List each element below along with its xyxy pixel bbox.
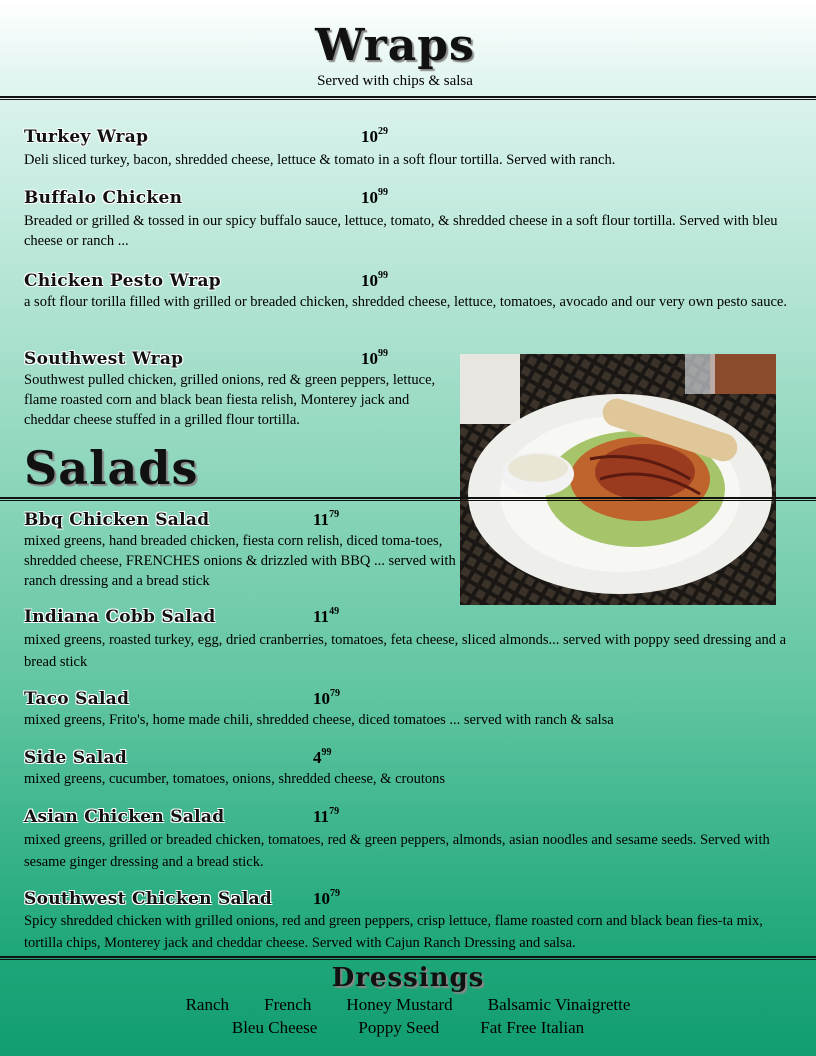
divider	[0, 956, 816, 960]
menu-item-name: Bbq Chicken Salad	[24, 510, 210, 530]
menu-item-description: mixed greens, Frito's, home made chili, shredded cheese, diced tomatoes ... served with ranch & salsa	[24, 712, 614, 728]
dressing-option: French	[264, 995, 312, 1014]
dressing-option: Balsamic Vinaigrette	[487, 995, 631, 1014]
wraps-title: Wraps	[315, 20, 475, 71]
dressing-option: Ranch	[185, 995, 230, 1014]
menu-item-name: Taco Salad	[24, 689, 130, 709]
menu-item-description: Spicy shredded chicken with grilled onions, red and green peppers, crisp lettuce, flame roasted corn and black bean fies-ta mix, tortilla chips, Monterey jack and cheddar cheese. Served with Cajun Ranch Dressing and salsa.	[24, 913, 763, 951]
menu-item-price: $10^{99}$	[361, 270, 388, 290]
menu-item-description: mixed greens, grilled or breaded chicken, tomatoes, red & green peppers, almonds, asian noodles and sesame seeds. Served with sesame ginger dressing and a bread stick.	[24, 832, 770, 870]
menu-item-price: $10^{79}$	[313, 688, 340, 708]
divider	[0, 497, 816, 501]
wraps-subtitle: Served with chips & salsa	[317, 73, 473, 89]
dressing-option: Bleu Cheese	[231, 1018, 318, 1037]
menu-item-description: Southwest pulled chicken, grilled onions, red & green peppers, lettuce, flame roasted corn and black bean fiesta relish, Monterey jack and cheddar cheese stuffed in a grilled flour tortilla.	[24, 372, 436, 428]
salads-title: Salads	[24, 441, 199, 495]
menu-item-name: Indiana Cobb Salad	[24, 607, 216, 627]
menu-item-price: $11^{79}$	[313, 806, 340, 826]
menu-item-description: a soft flour torilla filled with grilled or breaded chicken, shredded cheese, lettuce, tomatoes, avocado and our very own pesto sauce.	[24, 294, 787, 310]
menu-item-price: $11^{49}$	[313, 606, 340, 626]
menu-item-description: mixed greens, cucumber, tomatoes, onions, shredded cheese, & croutons	[24, 771, 446, 787]
menu-item-name: Southwest Chicken Salad	[24, 889, 273, 909]
menu-item-price: $10^{79}$	[313, 888, 340, 908]
menu-item-price: $10^{99}$	[361, 348, 388, 368]
menu-item-description: Breaded or grilled & tossed in our spicy buffalo sauce, lettuce, tomato, & shredded cheese in a soft flour tortilla. Served with bleu cheese or ranch ...	[24, 213, 778, 249]
menu-item-description: mixed greens, hand breaded chicken, fiesta corn relish, diced toma-toes, shredded cheese, FRENCHES onions & drizzled with BBQ ... served with ranch dressing and a bread stick	[24, 533, 456, 589]
dressings-row-1	[0, 995, 816, 1015]
dressing-option: Honey Mustard	[346, 995, 453, 1014]
menu-item-price: $11^{79}$	[313, 509, 340, 529]
menu-item-price: $10^{99}$	[361, 187, 388, 207]
dressings-row-2	[0, 1018, 816, 1038]
menu-item-name: Chicken Pesto Wrap	[24, 271, 221, 291]
menu-item-name: Side Salad	[24, 748, 128, 768]
menu-item-price: $10^{29}$	[361, 126, 388, 146]
dressing-option: Poppy Seed	[358, 1018, 440, 1037]
divider	[0, 96, 816, 100]
menu-item-price: $4^{99}$	[313, 747, 332, 767]
menu-item-name: Southwest Wrap	[24, 349, 184, 369]
salad-photo	[460, 354, 776, 605]
dressing-option: Fat Free Italian	[480, 1018, 585, 1037]
salad-plate-illustration	[460, 354, 776, 605]
menu-item-name: Buffalo Chicken	[24, 188, 183, 208]
menu-item-name: Turkey Wrap	[24, 127, 149, 147]
dressings-title: Dressings	[331, 963, 485, 993]
menu-item-description: mixed greens, roasted turkey, egg, dried cranberries, tomatoes, feta cheese, sliced almonds... served with poppy seed dressing and a bread stick	[24, 632, 787, 670]
menu-item-name: Asian Chicken Salad	[24, 807, 225, 827]
menu-item-description: Deli sliced turkey, bacon, shredded cheese, lettuce & tomato in a soft flour tortilla. Served with ranch.	[24, 152, 616, 168]
